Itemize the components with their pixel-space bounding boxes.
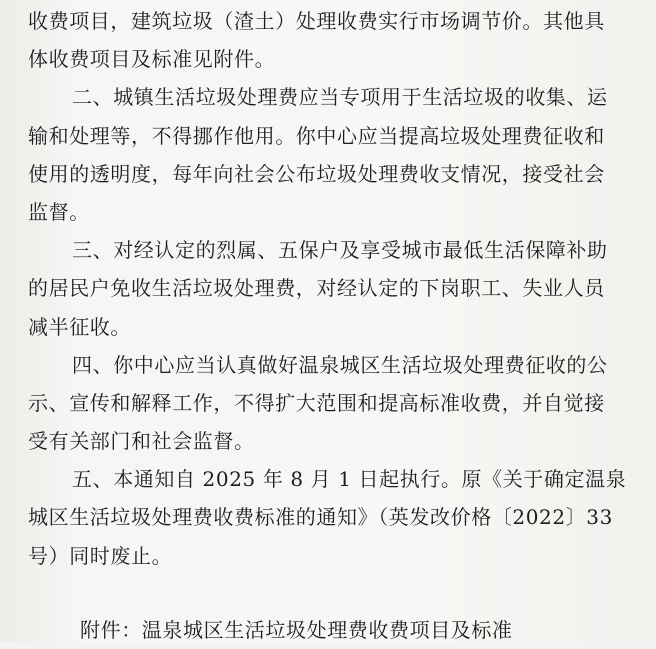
paragraph-3	[28, 231, 626, 346]
attachment-reference: 附件：温泉城区生活垃圾处理费收费项目及标准	[80, 617, 513, 642]
text-line: 体收费项目及标准见附件。	[28, 47, 276, 72]
text-line: 三、对经认定的烈属、五保户及享受城市最低生活保障补助	[72, 238, 608, 263]
paragraph-continuation	[28, 2, 626, 78]
paragraph-gap	[28, 575, 626, 611]
paragraph-4	[28, 346, 626, 461]
text-line: 五、本通知自 2025 年 8 月 1 日起执行。原《关于确定温泉	[72, 467, 627, 492]
text-line: 四、你中心应当认真做好温泉城区生活垃圾处理费征收的公	[72, 352, 608, 377]
text-line: 使用的透明度，每年向社会公布垃圾处理费收支情况，接受社会	[28, 161, 605, 186]
text-line: 减半征收。	[28, 314, 131, 339]
text-line: 城区生活垃圾处理费收费标准的通知》（英发改价格〔2022〕33	[28, 505, 613, 530]
text-line: 受有关部门和社会监督。	[28, 429, 255, 454]
paragraph-2	[28, 78, 626, 231]
text-line: 示、宣传和解释工作，不得扩大范围和提高标准收费，并自觉接	[28, 390, 605, 415]
paragraph-5	[28, 460, 626, 575]
text-line: 输和处理等，不得挪作他用。你中心应当提高垃圾处理费征收和	[28, 123, 605, 148]
text-line: 收费项目，建筑垃圾（渣土）处理收费实行市场调节价。其他具	[28, 9, 605, 33]
text-line: 监督。	[28, 199, 90, 224]
text-line: 二、城镇生活垃圾处理费应当专项用于生活垃圾的收集、运	[72, 85, 608, 110]
text-line: 的居民户免收生活垃圾处理费，对经认定的下岗职工、失业人员	[28, 276, 605, 301]
text-line: 号）同时废止。	[28, 543, 173, 568]
